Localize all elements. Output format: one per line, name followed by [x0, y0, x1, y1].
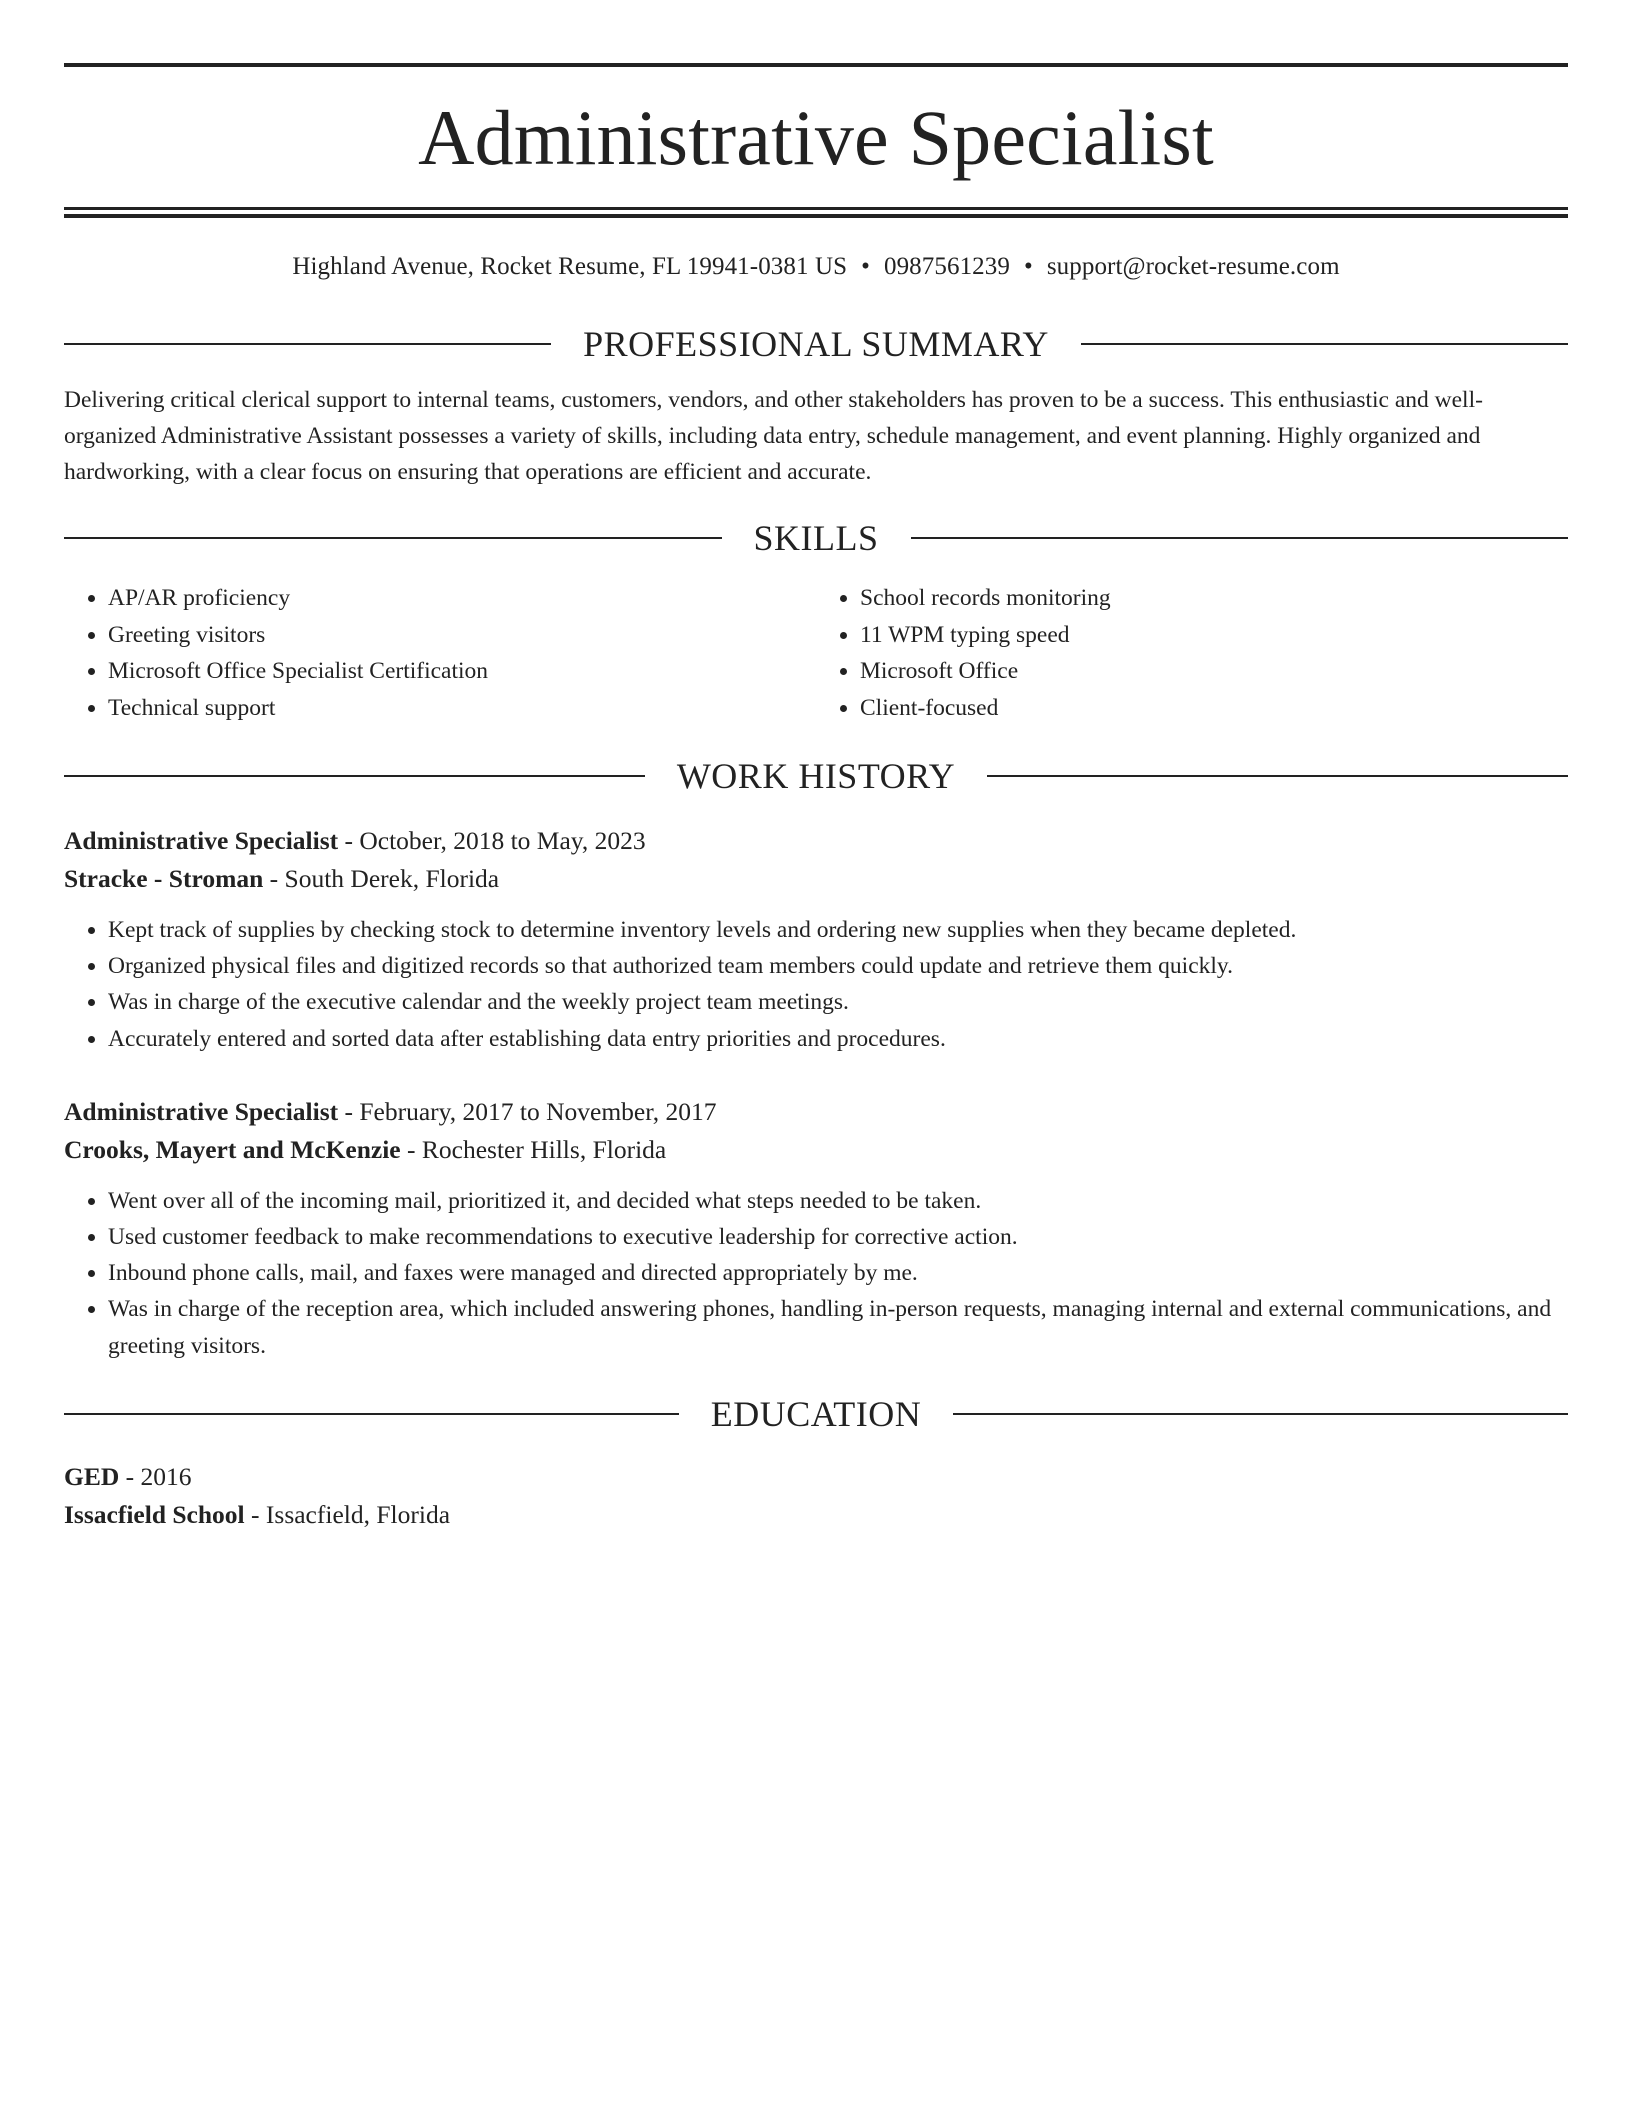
section-heading-skills — [64, 518, 1568, 558]
title-double-rule — [64, 207, 1568, 218]
job-title-line — [64, 1093, 1568, 1131]
education-location: - Issacfield, Florida — [244, 1499, 451, 1529]
job-title-line — [64, 822, 1568, 860]
skills-list — [64, 580, 1568, 726]
skill-item: • AP/AR proficiency — [108, 580, 816, 617]
job-bullet: • Was in charge of the executive calendar and the weekly project team meetings. — [108, 984, 1568, 1020]
section-title: PROFESSIONAL SUMMARY — [583, 324, 1049, 364]
job-location: - Rochester Hills, Florida — [400, 1134, 667, 1164]
job-location: - South Derek, Florida — [263, 864, 500, 893]
job-entry — [64, 1093, 1568, 1364]
education-school: Issacfield School — [64, 1499, 245, 1529]
job-title: Administrative Specialist — [64, 1096, 339, 1126]
job-entry — [64, 822, 1568, 1057]
job-bullets — [64, 912, 1568, 1057]
section-title: EDUCATION — [710, 1393, 922, 1434]
education-year: - 2016 — [119, 1461, 192, 1491]
summary-text: Delivering critical clerical support to internal teams, customers, vendors, and other stakeholders has proven to be a success. This enthusiastic and well-organized Administrative Assistant possesses a variety of skills, including data entry, schedule management, and event planning. Highly organized and hardworking, with a clear focus on ensuring that operations are efficient and accurate. — [64, 387, 1483, 485]
heading-rule-right — [953, 1413, 1568, 1415]
job-bullet: • Kept track of supplies by checking stock to determine inventory levels and ordering new supplies when they became depleted. — [108, 912, 1568, 948]
job-bullet: • Used customer feedback to make recommendations to executive leadership for corrective action. — [108, 1219, 1568, 1255]
job-bullet: • Inbound phone calls, mail, and faxes were managed and directed appropriately by me. — [108, 1255, 1568, 1291]
job-dates: - February, 2017 to November, 2017 — [338, 1096, 717, 1126]
skill-item: • Microsoft Office — [860, 653, 1568, 690]
top-rule — [64, 63, 1568, 67]
contact-phone: 0987561239 — [883, 253, 1010, 280]
job-company-line — [64, 860, 1568, 898]
section-title: SKILLS — [753, 518, 879, 558]
skills-column-left — [64, 580, 816, 726]
skill-item: • 11 WPM typing speed — [860, 617, 1568, 654]
education-entry — [64, 1458, 1568, 1534]
section-title: WORK HISTORY — [676, 756, 956, 796]
job-title: Administrative Specialist — [64, 826, 339, 855]
education-degree: GED — [64, 1461, 120, 1491]
job-bullet: • Went over all of the incoming mail, prioritized it, and decided what steps needed to be taken. — [108, 1183, 1568, 1219]
heading-rule-right — [1081, 343, 1568, 345]
contact-separator: • — [861, 253, 870, 280]
section-heading-summary — [64, 324, 1568, 364]
job-company: Crooks, Mayert and McKenzie — [64, 1134, 401, 1164]
skill-item: • Client-focused — [860, 690, 1568, 727]
skill-item: • Technical support — [108, 690, 816, 727]
heading-rule-left — [64, 537, 722, 539]
resume-title: Administrative Specialist — [418, 94, 1214, 181]
education-degree-line — [64, 1458, 1568, 1496]
job-bullet: • Was in charge of the reception area, which included answering phones, handling in-person requests, managing internal and external communications, and greeting visitors. — [108, 1291, 1568, 1363]
contact-separator: • — [1023, 253, 1033, 280]
job-dates: - October, 2018 to May, 2023 — [338, 826, 646, 855]
job-bullets — [64, 1183, 1568, 1364]
section-heading-education — [64, 1394, 1568, 1434]
contact-address: Highland Avenue, Rocket Resume, FL 19941-0381 US — [292, 253, 848, 280]
education-school-line — [64, 1496, 1568, 1534]
heading-rule-right — [987, 775, 1568, 777]
skill-item: • Greeting visitors — [108, 617, 816, 654]
job-company-line — [64, 1131, 1568, 1169]
skill-item: • Microsoft Office Specialist Certification — [108, 653, 816, 690]
job-bullet: • Accurately entered and sorted data after establishing data entry priorities and procedures. — [108, 1021, 1568, 1057]
contact-line — [64, 252, 1568, 282]
job-company: Stracke - Stroman — [64, 864, 264, 893]
heading-rule-left — [64, 343, 551, 345]
skill-item: • School records monitoring — [860, 580, 1568, 617]
heading-rule-left — [64, 1413, 679, 1415]
job-bullet: • Organized physical files and digitized records so that authorized team members could update and retrieve them quickly. — [108, 948, 1568, 984]
heading-rule-right — [911, 537, 1569, 539]
contact-email: support@rocket-resume.com — [1046, 253, 1340, 280]
skills-column-right — [816, 580, 1568, 726]
heading-rule-left — [64, 775, 645, 777]
section-heading-work-history — [64, 756, 1568, 796]
